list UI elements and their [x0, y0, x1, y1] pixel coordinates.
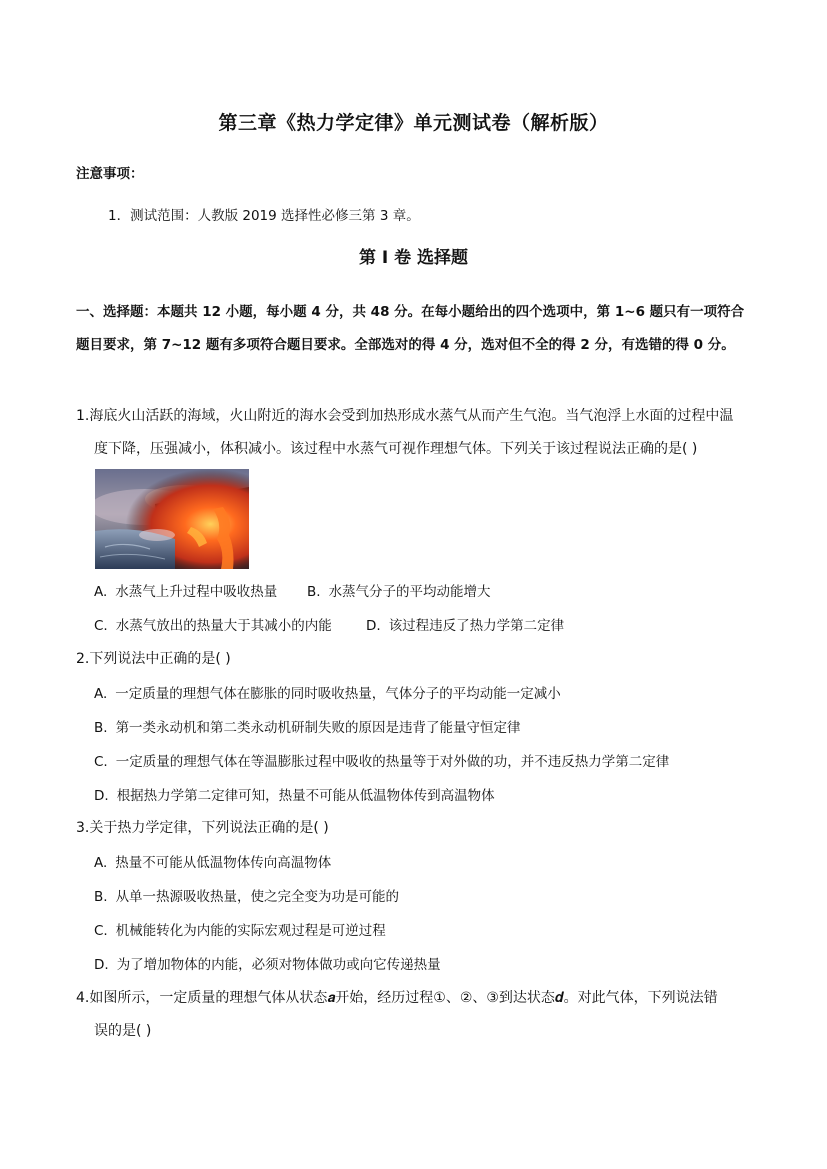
option-text: 水蒸气放出的热量大于其减小的内能 — [115, 618, 332, 634]
q3-option-a[interactable] — [94, 851, 331, 871]
question-2 — [76, 643, 756, 676]
question-4-line2: 误的是( ) — [94, 1023, 152, 1039]
notice-item: 1．测试范围：人教版 2019 选择性必修三第 3 章。 — [108, 208, 420, 224]
page-title: 第三章《热力学定律》单元测试卷（解析版） — [218, 112, 609, 134]
q2-option-a[interactable] — [94, 682, 561, 702]
q1-option-a[interactable] — [94, 580, 277, 600]
option-label: B. — [94, 720, 108, 736]
option-label: A. — [94, 584, 108, 600]
option-text: 根据热力学第二定律可知，热量不可能从低温物体传到高温物体 — [116, 788, 495, 804]
option-text: 热量不可能从低温物体传向高温物体 — [115, 855, 332, 871]
option-label: D. — [94, 957, 109, 973]
option-label: B. — [94, 889, 108, 905]
q2-option-b[interactable] — [94, 716, 521, 736]
question-4 — [76, 982, 756, 1048]
instructions: 一、选择题：本题共 12 小题，每小题 4 分，共 48 分。在每小题给出的四个选项中，第 1~6 题只有一项符合题目要求，第 7~12 题有多项符合题目要求。全部选对的得 4 分，选对但不全的得 2 分，有选错的得 0 分。 — [76, 304, 745, 353]
notice-heading: 注意事项： — [76, 166, 144, 182]
q3-option-c[interactable] — [94, 919, 386, 939]
q3-option-b[interactable] — [94, 885, 399, 905]
option-label: A. — [94, 855, 108, 871]
q3-option-d[interactable] — [94, 953, 441, 973]
question-4-line1: 4.如图所示，一定质量的理想气体从状态𝒂开始，经历过程①、②、③到达状态𝒅。对此气体，下列说法错 — [76, 990, 718, 1006]
question-3 — [76, 812, 756, 845]
option-label: B. — [307, 584, 321, 600]
option-text: 一定质量的理想气体在膨胀的同时吸收热量，气体分子的平均动能一定减小 — [115, 686, 561, 702]
option-label: D. — [94, 788, 109, 804]
option-label: A. — [94, 686, 108, 702]
q2-option-d[interactable] — [94, 784, 495, 804]
question-1-line2: 度下降，压强减小，体积减小。该过程中水蒸气可视作理想气体。下列关于该过程说法正确的是( ) — [94, 441, 698, 457]
volcano-image — [95, 469, 249, 569]
option-text: 水蒸气分子的平均动能增大 — [328, 584, 491, 600]
option-text: 水蒸气上升过程中吸收热量 — [115, 584, 278, 600]
question-2-line1: 2.下列说法中正确的是( ) — [76, 651, 231, 667]
q2-option-c[interactable] — [94, 750, 669, 770]
option-label: C. — [94, 618, 108, 634]
q1-option-b[interactable] — [307, 580, 491, 600]
option-label: D. — [366, 618, 381, 634]
q1-option-c[interactable] — [94, 614, 332, 634]
section-title: 第 I 卷 选择题 — [358, 248, 469, 268]
question-1 — [76, 400, 756, 466]
question-1-line1: 1.海底火山活跃的海域，火山附近的海水会受到加热形成水蒸气从而产生气泡。当气泡浮上水面的过程中温 — [76, 408, 734, 424]
option-text: 一定质量的理想气体在等温膨胀过程中吸收的热量等于对外做的功，并不违反热力学第二定律 — [115, 754, 670, 770]
option-text: 该过程违反了热力学第二定律 — [388, 618, 565, 634]
question-3-line1: 3.关于热力学定律，下列说法正确的是( ) — [76, 820, 329, 836]
option-label: C. — [94, 923, 108, 939]
option-text: 从单一热源吸收热量，使之完全变为功是可能的 — [115, 889, 400, 905]
option-text: 为了增加物体的内能，必须对物体做功或向它传递热量 — [116, 957, 441, 973]
option-text: 机械能转化为内能的实际宏观过程是可逆过程 — [115, 923, 386, 939]
option-label: C. — [94, 754, 108, 770]
q1-option-d[interactable] — [366, 614, 564, 634]
option-text: 第一类永动机和第二类永动机研制失败的原因是违背了能量守恒定律 — [115, 720, 521, 736]
